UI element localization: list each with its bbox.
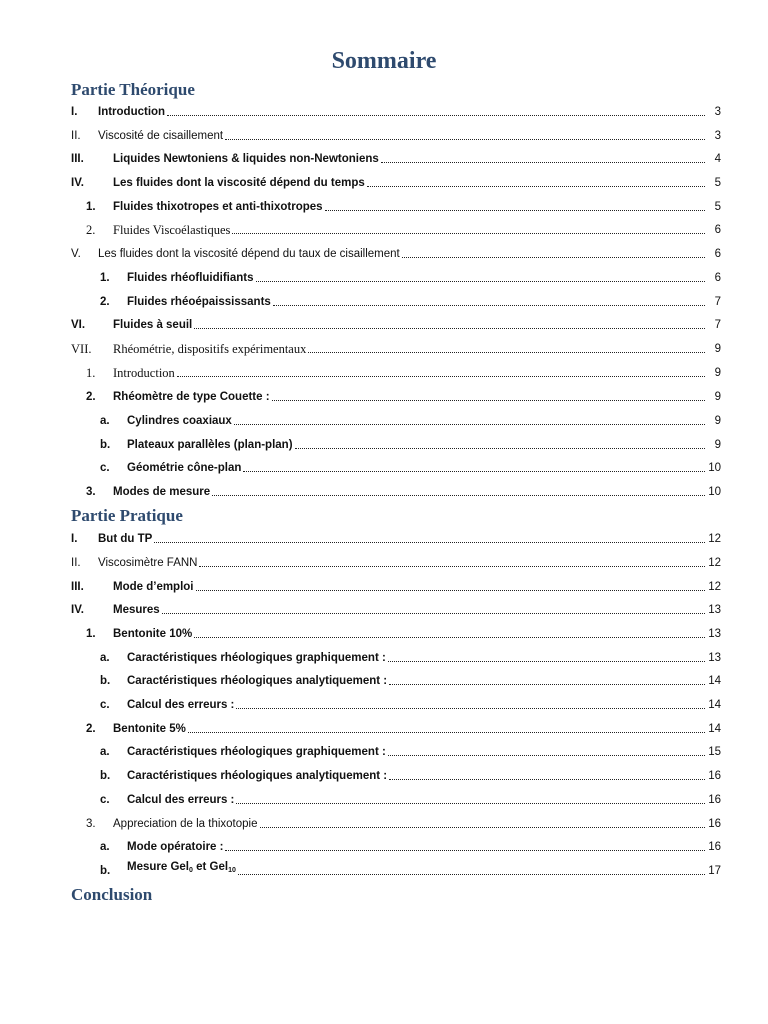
toc-entry[interactable]: III. Mode d’emploi 12 [71,581,721,593]
toc-entry[interactable]: a. Caractéristiques rhéologiques graphiquement : 15 [100,746,721,758]
toc-entry[interactable]: a. Caractéristiques rhéologiques graphiquement : 13 [100,652,721,664]
toc-entry[interactable]: b. Caractéristiques rhéologiques analytiquement : 14 [100,675,721,687]
toc-entry[interactable]: 3. Appreciation de la thixotopie 16 [86,818,721,830]
toc-entry[interactable]: b. Caractéristiques rhéologiques analytiquement : 16 [100,770,721,782]
page-title: Sommaire [331,48,437,74]
toc-entry[interactable]: VII. Rhéométrie, dispositifs expérimentaux 9 [71,342,721,356]
toc-entry[interactable]: IV. Les fluides dont la viscosité dépend du temps 5 [71,177,721,189]
toc-entry[interactable]: a. Mode opératoire : 16 [100,841,721,853]
toc-entry[interactable]: 1. Introduction 9 [86,366,721,380]
toc-entry[interactable]: a. Cylindres coaxiaux 9 [100,415,721,427]
toc-entry[interactable]: 2. Fluides rhéoépaississants 7 [100,296,721,308]
toc-entry[interactable]: c. Calcul des erreurs : 16 [100,794,721,806]
section-heading-conclusion: Conclusion [71,885,153,904]
toc-entry[interactable]: 2. Bentonite 5% 14 [86,723,721,735]
toc-entry[interactable]: V. Les fluides dont la viscosité dépend du taux de cisaillement 6 [71,248,721,260]
toc-entry[interactable]: 1. Fluides rhéofluidifiants 6 [100,272,721,284]
toc-entry[interactable]: 3. Modes de mesure 10 [86,486,721,498]
toc-entry[interactable]: II. Viscosimètre FANN 12 [71,557,721,569]
toc-entry[interactable]: 1. Fluides thixotropes et anti-thixotropes 5 [86,201,721,213]
toc-entry[interactable]: 1. Bentonite 10% 13 [86,628,721,640]
toc-entry[interactable]: c. Géométrie cône-plan 10 [100,462,721,474]
toc-entry[interactable]: 2. Fluides Viscoélastiques 6 [86,223,721,237]
section-heading-theorique: Partie Théorique [71,80,195,99]
section-heading-pratique: Partie Pratique [71,506,183,525]
toc-entry[interactable]: I. Introduction 3 [71,106,721,118]
toc-entry[interactable]: III. Liquides Newtoniens & liquides non-Newtoniens 4 [71,153,721,165]
gel-entry-label: Mesure Gel$_0$ et Gel$_{10}$ [127,861,236,874]
toc-entry[interactable]: II. Viscosité de cisaillement 3 [71,130,721,142]
toc-entry[interactable]: I. But du TP 12 [71,533,721,545]
toc-entry[interactable]: c. Calcul des erreurs : 14 [100,699,721,711]
toc-entry[interactable]: b. Plateaux parallèles (plan-plan) 9 [100,439,721,451]
toc-entry[interactable]: b. Mesure Gel$_0$ et Gel$_{10}$ 17 [100,861,721,877]
toc-entry[interactable]: VI. Fluides à seuil 7 [71,319,721,331]
toc-entry[interactable]: IV. Mesures 13 [71,604,721,616]
toc-entry[interactable]: 2. Rhéomètre de type Couette : 9 [86,391,721,403]
